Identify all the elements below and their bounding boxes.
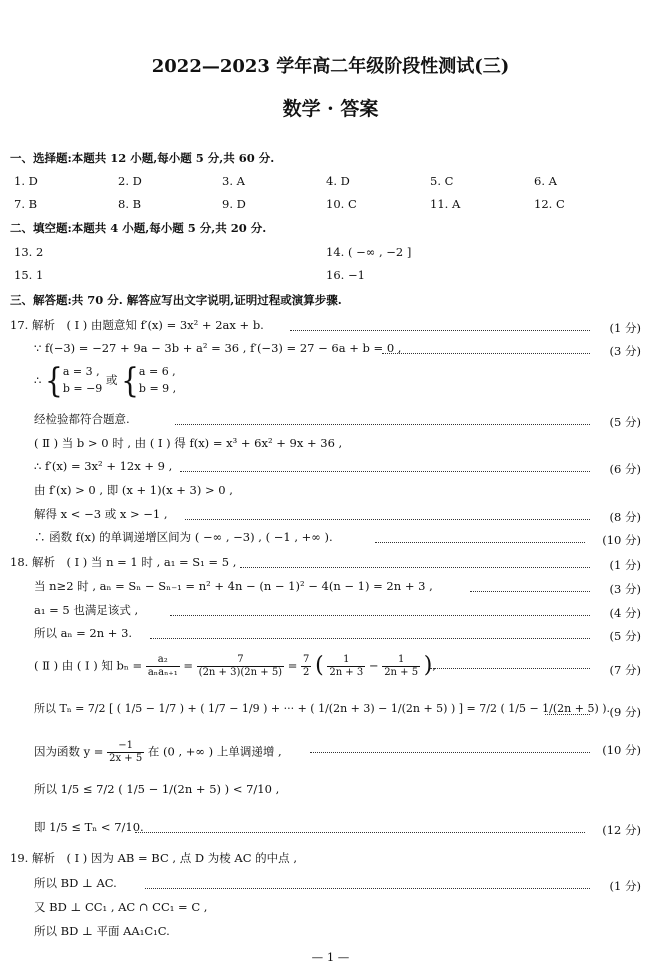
section-1-heading: 一、选择题:本题共 12 小题,每小题 5 分,共 60 分. [10,151,275,165]
answer-8: 8. B [118,197,142,211]
answer-6: 6. A [534,174,557,188]
answer-4: 4. D [326,174,350,188]
q17-line-1: 17. 解析 ( Ⅰ ) 由题意知 f′(x) = 3x² + 2ax + b. [10,318,264,332]
comma: , [432,658,436,673]
fraction [107,740,144,764]
leader-dots [310,752,590,753]
page-number: — 1 — [311,950,350,964]
q18-l6-prefix: 所以 Tₙ = [34,702,85,715]
q17-line-8: 解得 x < −3 或 x > −1 , [34,507,168,521]
q17-line-4: 经检验都符合题意. [34,412,130,426]
answer-5: 5. C [430,174,454,188]
answer-7: 7. B [14,197,38,211]
q18-l6-result: = 7/2 ( 1/5 − 1/(2n + 5) ). [466,702,611,715]
q17-line-2: ∵ f(−3) = −27 + 9a − 3b + a² = 36 , f′(−3) = 27 − 6a + b = 0 , [34,341,402,355]
fraction [327,654,365,678]
case-1a: a = 3 , [62,365,100,378]
case-2a: a = 6 , [138,365,176,378]
numerator: 7 [303,654,310,665]
leader-dots [135,832,585,833]
q17-score-8: (8 分) [609,510,641,524]
fraction [197,654,284,678]
fraction [301,654,311,678]
q18-line-2: 当 n≥2 时 , aₙ = Sₙ − Sₙ₋₁ = n² + 4n − (n − 1)² − 4(n − 1) = 2n + 3 , [34,579,433,593]
answer-14: 14. ( −∞ , −2 ] [326,245,412,259]
q19-line-1: 19. 解析 ( Ⅰ ) 因为 AB = BC , 点 D 为棱 AC 的中点 , [10,851,297,865]
q17-score-2: (3 分) [609,344,641,358]
q19-line-4: 所以 BD ⊥ 平面 AA₁C₁C. [34,924,170,938]
answer-16: 16. −1 [326,268,365,282]
document-title: 2022—2023 学年高二年级阶段性测试(三) [151,56,510,77]
q18-score-9: (12 分) [602,823,641,837]
leader-dots [175,424,590,425]
answer-12: 12. C [534,197,565,211]
denominator: aₙaₙ₊₁ [147,666,178,678]
denominator: (2n + 3)(2n + 5) [198,666,283,678]
q18-score-2: (3 分) [609,582,641,596]
section-3-heading: 三、解答题:共 70 分. 解答应写出文字说明,证明过程或演算步骤. [10,293,342,307]
q19-line-2: 所以 BD ⊥ AC. [34,876,117,890]
q18-line-5 [34,654,436,678]
q19-score-2: (1 分) [609,879,641,893]
q18-line-1: 18. 解析 ( Ⅰ ) 当 n = 1 时 , a₁ = S₁ = 5 , [10,555,237,569]
q17-line-7: 由 f′(x) > 0 , 即 (x + 1)(x + 3) > 0 , [34,483,233,497]
leader-dots [382,353,590,354]
q17-score-4: (5 分) [609,415,641,429]
q18-l6-sum: 7/2 [ ( 1/5 − 1/7 ) + ( 1/7 − 1/9 ) + ··· + ( 1/(2n + 3) − 1/(2n + 5) ) ] [87,702,464,715]
q17-line-5: ( Ⅱ ) 当 b > 0 时 , 由 ( Ⅰ ) 得 f(x) = x³ + 6x² + 9x + 36 , [34,436,343,450]
leader-dots [430,668,590,669]
leader-dots [185,519,590,520]
q18-score-3: (4 分) [609,606,641,620]
q18-l7-prefix: 因为函数 y = [34,744,104,759]
q18-score-6: (9 分) [609,705,641,719]
left-brace-icon: { [121,360,139,400]
leader-dots [180,471,590,472]
q18-l7-suffix: 在 (0 , +∞ ) 上单调递增 , [147,744,282,759]
q18-l5-prefix: ( Ⅱ ) 由 ( Ⅰ ) 知 bₙ = [34,658,143,673]
leader-dots [240,567,590,568]
answer-3: 3. A [222,174,245,188]
numerator: −1 [107,740,144,753]
left-paren: ( [315,653,324,678]
q17-score-9: (10 分) [602,533,641,547]
answer-15: 15. 1 [14,268,44,282]
case-2b: b = 9 , [138,381,177,395]
fraction [382,654,420,678]
q18-score-7: (10 分) [602,743,641,757]
q17-line-6: ∴ f′(x) = 3x² + 12x + 9 , [34,459,173,473]
case-2 [139,364,176,397]
q17-line-9: ∴ 函数 f(x) 的单调递增区间为 ( −∞ , −3) , ( −1 , +∞ ). [34,530,333,544]
q18-line-8: 所以 1/5 ≤ 7/2 ( 1/5 − 1/(2n + 5) ) < 7/10 , [34,782,280,796]
q18-score-5: (7 分) [609,663,641,677]
answer-11: 11. A [430,197,461,211]
leader-dots [375,542,585,543]
equals: = [183,658,194,673]
q18-score-4: (5 分) [609,629,641,643]
right-paren: ) [423,653,433,678]
numerator: 1 [327,654,365,667]
leader-dots [290,330,590,331]
leader-dots [170,615,590,616]
q17-score-6: (6 分) [609,462,641,476]
leader-dots [470,591,590,592]
answer-10: 10. C [326,197,357,211]
equals: = [287,658,298,673]
minus: − [368,658,379,673]
q17-score-1: (1 分) [609,321,641,335]
denominator: 2n + 3 [329,666,364,678]
q18-line-7 [34,740,282,764]
q18-line-4: 所以 aₙ = 2n + 3. [34,626,133,640]
q18-score-1: (1 分) [609,558,641,572]
therefore-symbol: ∴ [34,372,42,387]
q19-line-3: 又 BD ⊥ CC₁ , AC ∩ CC₁ = C , [34,900,208,914]
fraction [146,654,180,678]
leader-dots [150,638,590,639]
q18-line-9: 即 1/5 ≤ Tₙ < 7/10. [34,820,144,834]
numerator: a₂ [146,654,180,667]
or-word: 或 [105,372,118,387]
answer-13: 13. 2 [14,245,44,259]
denominator: 2n + 5 [384,666,419,678]
q18-line-3: a₁ = 5 也满足该式 , [34,603,139,617]
denominator: 2x + 5 [109,752,143,764]
leader-dots [545,714,590,715]
answer-9: 9. D [222,197,246,211]
case-1 [63,364,102,397]
answer-2: 2. D [118,174,142,188]
numerator: 7 [197,654,284,667]
section-2-heading: 二、填空题:本题共 4 小题,每小题 5 分,共 20 分. [10,221,267,235]
numerator: 1 [382,654,420,667]
q17-system [34,360,177,400]
leader-dots [145,888,590,889]
case-1b: b = −9 [62,381,103,395]
answer-1: 1. D [14,174,38,188]
left-brace-icon: { [44,360,63,400]
denominator: 2 [303,666,310,678]
q18-line-6 [34,703,610,714]
document-subtitle: 数学 · 答案 [282,98,379,120]
